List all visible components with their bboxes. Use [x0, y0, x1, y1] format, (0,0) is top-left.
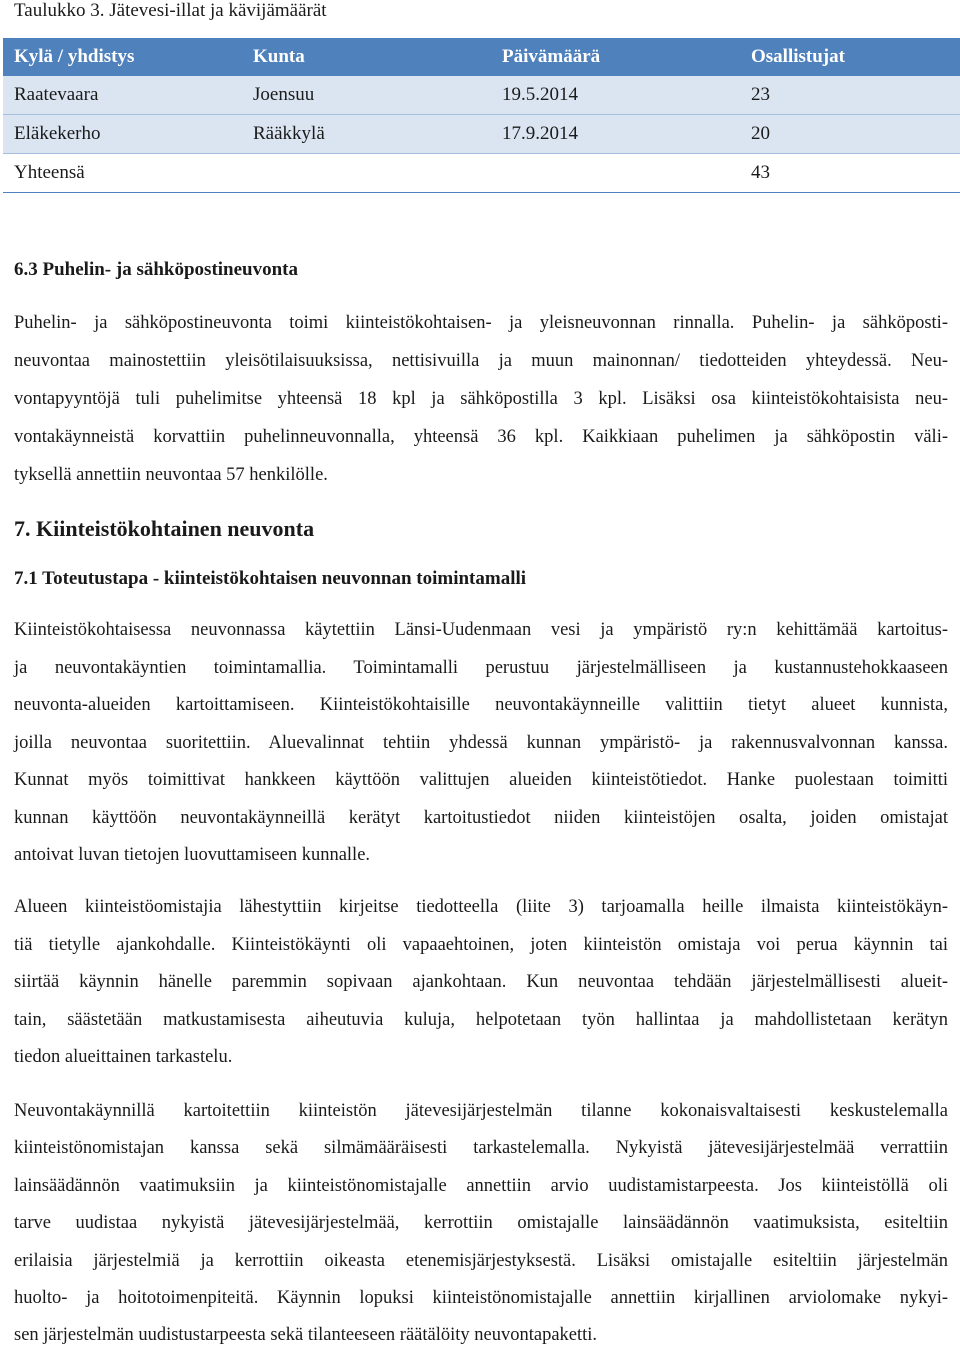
paragraph-line: kiinteistönomistajan kanssa sekä silmämääräisesti tarkastelemalla. Nykyistä jätevesijärjestelmää verrattiin: [14, 1138, 948, 1159]
visits-table: [3, 38, 960, 193]
section-heading-7-1: 7.1 Toteutustapa - kiinteistökohtaisen neuvonnan toimintamalli: [14, 568, 527, 589]
paragraph-line: Neuvontakäynnillä kartoitettiin kiinteistön jätevesijärjestelmän tilanne kokonaisvaltaisesti keskustelemalla: [14, 1101, 948, 1121]
paragraph-line: Alueen kiinteistöomistajia lähestyttiin kirjeitse tiedotteella (liite 3) tarjoamalla heille ilmaista kiinteistökäyn-: [14, 897, 948, 917]
paragraph-line: vontapyyntöjä tuli puhelimitse yhteensä 18 kpl ja sähköpostilla 3 kpl. Lisäksi osa kiinteistökohtaisista neu-: [14, 389, 948, 409]
table-row: [3, 115, 960, 154]
paragraph-line: tain, säästetään matkustamisesta aiheutuvia kuluja, helpotetaan työn hallintaa ja mahdollistetaan kerätyn: [14, 1009, 948, 1030]
section-heading-6-3: 6.3 Puhelin- ja sähköpostineuvonta: [14, 259, 299, 280]
paragraph-line: erilaisia järjestelmiä ja kerrottiin oikeasta etenemisjärjestyksestä. Lisäksi omistajalle esiteltiin järjestelmän: [14, 1250, 948, 1271]
column-header: Osallistujat: [740, 38, 960, 76]
paragraph-line: siirtää käynnin hänelle paremmin sopivaan ajankohtaan. Kun neuvontaa tehdään järjestelmällisesti alueit-: [14, 972, 948, 992]
paragraph-line: tiedon alueittainen tarkastelu.: [14, 1047, 233, 1067]
paragraph-site-visit: [14, 1093, 948, 1355]
table-caption: Taulukko 3. Jätevesi-illat ja kävijämäärät: [14, 0, 327, 21]
table-cell: 19.5.2014: [502, 84, 578, 105]
table-cell: 23: [751, 84, 770, 105]
paragraph-owner-contact: [14, 889, 948, 1077]
paragraph-line: kunnan käyttöön neuvontakäynneillä kerätyt kartoitustiedot niiden kiinteistöjen osalta, joiden omistajat: [14, 807, 948, 828]
table-cell: 17.9.2014: [502, 123, 578, 144]
section-heading-7: 7. Kiinteistökohtainen neuvonta: [14, 516, 315, 541]
paragraph-line: ja neuvontakäyntien toimintamallia. Toimintamalli perustuu järjestelmälliseen ja kustannustehokkaaseen: [14, 657, 948, 678]
table-total-row: [3, 154, 960, 193]
table-cell: 20: [751, 123, 770, 144]
paragraph-line: Kunnat myös toimittivat hankkeen käyttöön valittujen alueiden kiinteistötiedot. Hanke puolestaan toimitti: [14, 770, 948, 790]
table-cell: Rääkkylä: [253, 123, 325, 144]
column-header: Päivämäärä: [491, 38, 740, 76]
table-cell: [491, 154, 740, 193]
column-header: Kylä / yhdistys: [3, 38, 242, 76]
table-row: [3, 76, 960, 115]
paragraph-line: neuvontaa mainostettiin yleisötilaisuuksissa, nettisivuilla ja muun mainonnan/ tiedotteiden yhteydessä. Neu-: [14, 351, 948, 371]
paragraph-line: tyksellä annettiin neuvontaa 57 henkilölle.: [14, 465, 328, 485]
column-header: Kunta: [242, 38, 491, 76]
paragraph-line: tiä tietylle ajankohdalle. Kiinteistökäynti oli vapaaehtoinen, joten kiinteistön omistaja voi perua käynnin tai: [14, 934, 948, 955]
paragraph-line: vontakäynneistä korvattiin puhelinneuvonnalla, yhteensä 36 kpl. Kaikkiaan puhelimen ja sähköpostin väli-: [14, 427, 948, 447]
paragraph-line: antoivat luvan tietojen luovuttamiseen kunnalle.: [14, 845, 371, 865]
paragraph-line: sen järjestelmän uudistustarpeesta sekä tilanteeseen räätälöity neuvontapaketti.: [14, 1325, 598, 1346]
table-cell: 43: [751, 162, 770, 183]
paragraph-line: huolto- ja hoitotoimenpiteitä. Käynnin lopuksi kiinteistönomistajalle annettiin kirjallinen arviolomake nykyi-: [14, 1288, 948, 1309]
table-cell: Raatevaara: [14, 84, 99, 105]
paragraph-line: tarve uudistaa nykyistä jätevesijärjestelmää, kerrottiin omistajalle lainsäädännön vaatimuksista, esiteltiin: [14, 1213, 948, 1234]
paragraph-line: joilla neuvontaa suoritettiin. Aluevalinnat tehtiin yhdessä kunnan ympäristö- ja rakennusvalvonnan kanssa.: [14, 732, 948, 753]
paragraph-line: lainsäädännön vaatimuksiin ja kiinteistönomistajalle annettiin arvio uudistamistarpeesta. Jos kiinteistöllä oli: [14, 1175, 948, 1196]
paragraph-line: Puhelin- ja sähköpostineuvonta toimi kiinteistökohtaisen- ja yleisneuvonnan rinnalla. Puhelin- ja sähköposti-: [14, 313, 948, 333]
table-cell: Eläkekerho: [14, 123, 101, 144]
paragraph-operating-model: [14, 612, 948, 875]
document-page: [14, 0, 948, 1346]
table-cell: [242, 154, 491, 193]
table-header-row: [3, 38, 960, 76]
paragraph-phone-email-advice: [14, 304, 948, 494]
table-cell: Yhteensä: [14, 162, 85, 183]
table-cell: Joensuu: [253, 84, 315, 105]
paragraph-line: Kiinteistökohtaisessa neuvonnassa käytettiin Länsi-Uudenmaan vesi ja ympäristö ry:n kehittämää kartoitus-: [14, 620, 948, 640]
paragraph-line: neuvonta-alueiden kartoittamiseen. Kiinteistökohtaisille neuvontakäynneille valittiin tietyt alueet kunnista,: [14, 695, 948, 715]
